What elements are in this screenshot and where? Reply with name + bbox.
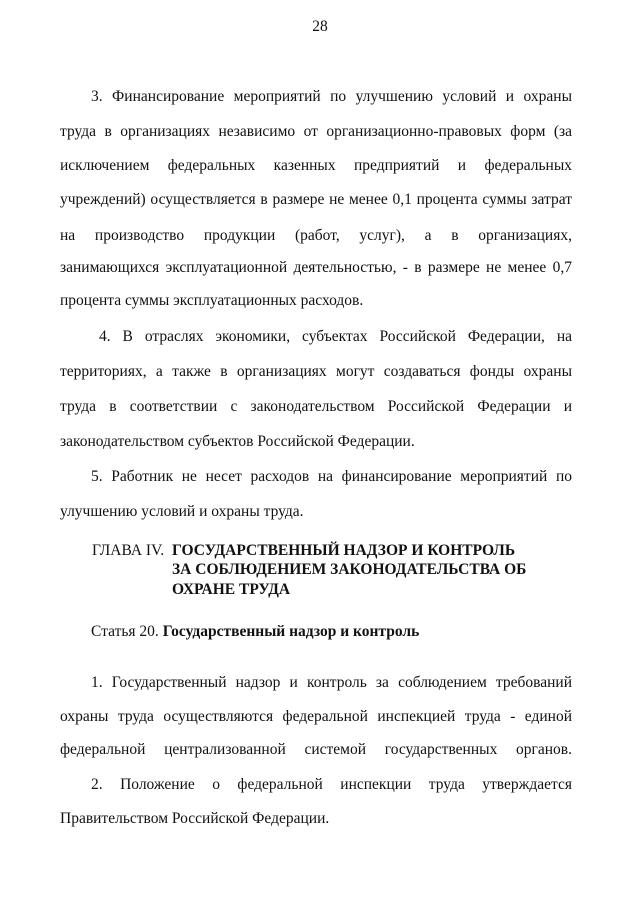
paragraph-line: 4. В отраслях экономики, субъектах Российской Федерации, на (99, 328, 572, 345)
paragraph-line: Правительством Российской Федерации. (60, 810, 330, 827)
paragraph-line: законодательством субъектов Российской Федерации. (60, 433, 415, 450)
paragraph-line: территориях, а также в организациях могут создаваться фонды охраны (60, 363, 572, 380)
paragraph-line: исключением федеральных казенных предприятий и федеральных (60, 157, 572, 174)
article-heading (91, 622, 419, 642)
paragraph-line: на производство продукции (работ, услуг), а в организациях, (60, 227, 572, 244)
chapter-title-line: ГОСУДАРСТВЕННЫЙ НАДЗОР И КОНТРОЛЬ (172, 542, 516, 559)
article-label: Статья 20. (91, 623, 159, 640)
paragraph-line: труда в соответствии с законодательством Российской Федерации и (60, 398, 572, 415)
paragraph-line: 3. Финансирование мероприятий по улучшению условий и охраны (91, 88, 572, 105)
paragraph-line: 1. Государственный надзор и контроль за соблюдением требований (91, 674, 572, 691)
page-number: 28 (312, 18, 328, 35)
chapter-label: ГЛАВА IV. (92, 542, 165, 559)
paragraph-line: 2. Положение о федеральной инспекции труда утверждается (91, 776, 572, 793)
paragraph-line: федеральной централизованной системой государственных органов. (60, 741, 572, 758)
paragraph-line: занимающихся эксплуатационной деятельностью, - в размере не менее 0,7 (60, 259, 572, 276)
paragraph-line: процента суммы эксплуатационных расходов. (60, 292, 364, 309)
chapter-title-line: ОХРАНЕ ТРУДА (172, 581, 291, 598)
chapter-title-line: ЗА СОБЛЮДЕНИЕМ ЗАКОНОДАТЕЛЬСТВА ОБ (172, 561, 527, 578)
paragraph-line: 5. Работник не несет расходов на финансирование мероприятий по (91, 468, 572, 485)
article-title: Государственный надзор и контроль (162, 623, 420, 640)
paragraph-line: улучшению условий и охраны труда. (60, 503, 304, 520)
paragraph-line: учреждений) осуществляется в размере не менее 0,1 процента суммы затрат (60, 191, 572, 208)
paragraph-line: труда в организациях независимо от организационно-правовых форм (за (60, 123, 572, 140)
paragraph-line: охраны труда осуществляются федеральной инспекцией труда - единой (60, 708, 572, 725)
